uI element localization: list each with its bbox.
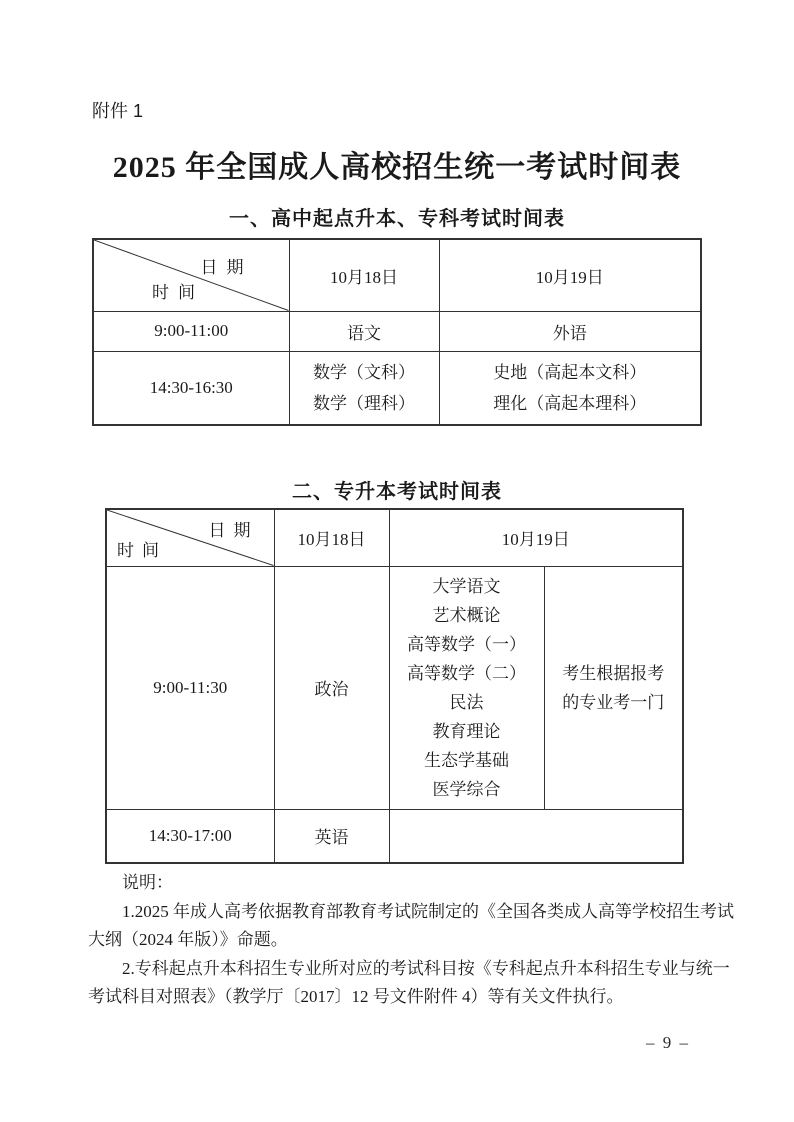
table-row (106, 566, 683, 809)
date-header-oct18: 10月18日 (289, 239, 439, 311)
time-cell: 14:30-17:00 (106, 809, 274, 863)
note-line: 考生根据报考 (562, 663, 665, 683)
subject-line: 高等数学（一） (407, 634, 526, 654)
subject-line: 史地（高起本文科） (493, 362, 647, 382)
date-header-oct19: 10月19日 (389, 509, 683, 566)
notes-label: 说明： (122, 873, 173, 892)
date-header-oct18: 10月18日 (274, 509, 389, 566)
exam-table-zhuanshengben (105, 508, 684, 864)
subject-line: 数学（理科） (313, 393, 415, 413)
table-header-row (106, 509, 683, 566)
corner-cell (93, 239, 289, 311)
subject-line: 艺术概论 (432, 605, 501, 625)
subject-line: 教育理论 (432, 721, 501, 741)
attachment-label: 附件 1 (92, 101, 144, 121)
table-row (93, 311, 701, 351)
corner-cell (106, 509, 274, 566)
note-line: 的专业考一门 (562, 692, 665, 712)
page-title: 2025 年全国成人高校招生统一考试时间表 (112, 151, 682, 184)
subject-list-cell (389, 566, 544, 809)
time-cell: 9:00-11:00 (93, 311, 289, 351)
subject-line: 民法 (449, 692, 484, 712)
subject-cell: 外语 (439, 311, 701, 351)
corner-date-label: 日期 (200, 258, 253, 277)
subject-cell (289, 351, 439, 425)
date-header-oct19: 10月19日 (439, 239, 701, 311)
subject-line: 大学语文 (432, 576, 501, 596)
section2-heading: 二、专升本考试时间表 (292, 481, 502, 503)
page-number: – 9 – (646, 1033, 690, 1052)
corner-time-label: 时间 (152, 282, 204, 302)
subject-cell: 政治 (274, 566, 389, 809)
table-row (106, 809, 683, 863)
empty-cell (389, 809, 683, 863)
corner-date-label: 日期 (208, 521, 259, 540)
exam-table-gaoqi (92, 238, 702, 426)
subject-cell (439, 351, 701, 425)
section1-heading: 一、高中起点升本、专科考试时间表 (229, 208, 565, 230)
subject-line: 高等数学（二） (407, 663, 526, 683)
note-item-2-line-2: 考试科目对照表》（教学厅〔2017〕12 号文件附件 4）等有关文件执行。 (88, 987, 624, 1006)
exam-note-cell (544, 566, 683, 809)
subject-line: 医学综合 (432, 779, 501, 799)
note-item-1-line-1: 1.2025 年成人高考依据教育部教育考试院制定的《全国各类成人高等学校招生考试 (122, 901, 734, 921)
subject-line: 生态学基础 (424, 750, 509, 770)
table-header-row (93, 239, 701, 311)
subject-line: 理化（高起本理科） (493, 393, 647, 413)
subject-cell: 语文 (289, 311, 439, 351)
subject-line: 数学（文科） (313, 362, 415, 382)
notes-section (88, 869, 734, 1012)
corner-time-label: 时间 (117, 540, 167, 560)
note-item-2-line-1: 2.专科起点升本科招生专业所对应的考试科目按《专科起点升本科招生专业与统一 (122, 958, 730, 978)
subject-cell: 英语 (274, 809, 389, 863)
time-cell: 9:00-11:30 (106, 566, 274, 809)
table-row (93, 351, 701, 425)
note-item-1-line-2: 大纲（2024 年版）》命题。 (88, 930, 288, 949)
time-cell: 14:30-16:30 (93, 351, 289, 425)
